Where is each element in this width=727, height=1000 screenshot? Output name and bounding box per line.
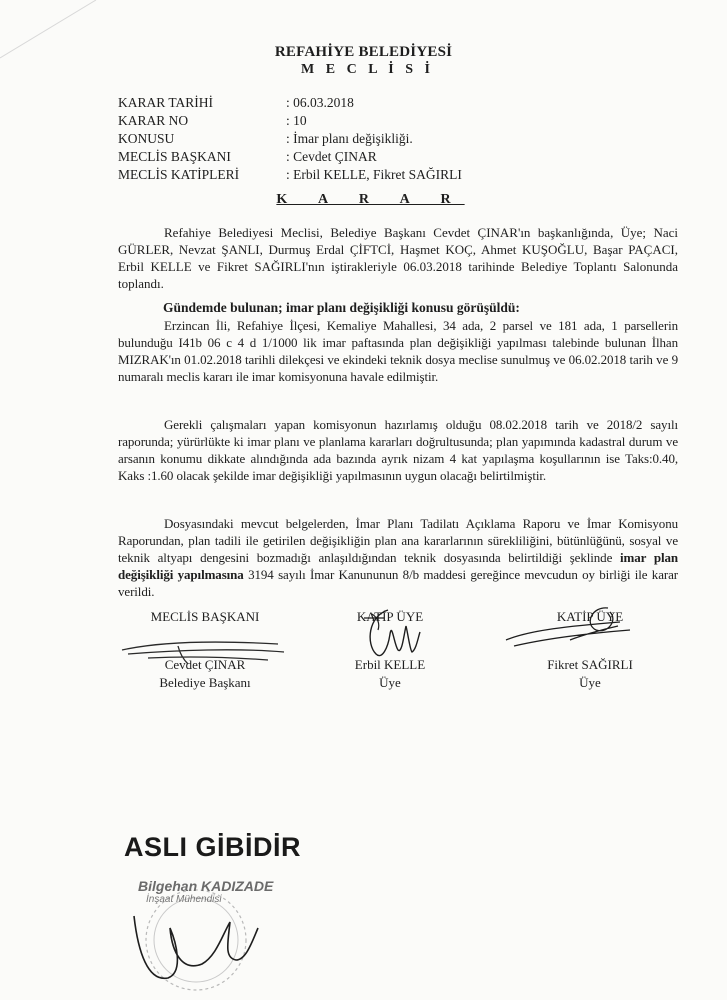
clerk2-handwritten-signature (500, 600, 640, 662)
signature-role: Belediye Başkanı (159, 675, 251, 690)
meta-value: : 06.03.2018 (286, 95, 354, 110)
paragraph-decision (118, 515, 678, 600)
decision-text-bold: imar plan değişikliği yapılmasına (118, 550, 678, 582)
signature-title: KATİP ÜYE (356, 609, 424, 624)
paragraph-commission-report: Gerekli çalışmaları yapan komisyonun hazırlamış olduğu 08.02.2018 tarih ve 2018/2 sayılı raporunda; yürürlükte ki imar planı ve planlama kararları doğrultusunda; plan yapımında kadastral durum ve arsanın konumu dikkate alındığında ada bazında ayrık nizam 4 kat yapılaşma koşullarının ise Taks:0.40, Kaks :1.60 olacak şekilde imar değişikliği yapılmasının uygun olacağı belirtilmiştir. (118, 417, 678, 483)
signature-name: Fikret SAĞIRLI (547, 657, 633, 672)
meta-label: MECLİS BAŞKANI (118, 149, 231, 164)
meta-value: : İmar planı değişikliği. (286, 131, 413, 146)
decision-text-c: 3194 sayılı İmar Kanununun 8/b maddesi gereğince mevcudun oy birliği ile karar verildi. (118, 567, 679, 599)
chairman-handwritten-signature (118, 624, 288, 672)
signature-title: KATİP ÜYE (556, 609, 624, 624)
meta-row-clerks (118, 166, 462, 184)
meta-row-chairman (118, 148, 462, 166)
paragraph-attendance: Refahiye Belediyesi Meclisi, Belediye Başkanı Cevdet ÇINAR'ın başkanlığında, Üye; Naci GÜRLER, Nevzat ŞANLI, Durmuş Erdal ÇİFTCİ, Haşmet KOÇ, Ahmet KUŞOĞLU, Başar PAÇACI, Erbil KELLE ve Fikret SAĞIRLI'nın iştirakleriyle 06.03.2018 tarihinde Belediye Toplantı Salonunda toplandı. (118, 225, 678, 291)
meta-label: KARAR TARİHİ (118, 95, 214, 110)
certified-copy-stamp (112, 832, 312, 992)
signature-name: Cevdet ÇINAR (164, 657, 246, 672)
meta-label: KARAR NO (118, 113, 189, 128)
meta-value: : Erbil KELLE, Fikret SAĞIRLI (286, 167, 462, 182)
meta-label: MECLİS KATİPLERİ (118, 167, 240, 182)
council-subtitle: M E C L İ S İ (301, 62, 434, 77)
agenda-heading: Gündemde bulunan; imar planı değişikliği konusu görüşüldü: (163, 300, 520, 315)
decision-meta (118, 94, 462, 184)
stamp-officer-name: Bilgehan KADIZADE (138, 878, 274, 894)
decision-heading: K A R A R (276, 192, 465, 207)
signature-name: Erbil KELLE (354, 657, 426, 672)
meta-row-number (118, 112, 462, 130)
signature-role: Üye (579, 675, 601, 690)
stamp-officer-role: İnşaat Mühendisi (146, 894, 222, 905)
meta-value: : Cevdet ÇINAR (286, 149, 377, 164)
decision-text-a: Dosyasındaki mevcut belgelerden, İmar Planı Tadilatı Açıklama Raporu ve İmar Komisyonu Raporundan, plan tadili ile getirilen değişikliğin plan ana kararlarının sürekliliğini, bütünlüğünü, sosyal ve teknik altyapı dengesini bozmadığı anlaşıldığından teknik dosyasında belirtildiği şeklinde (118, 516, 678, 565)
signature-role: Üye (379, 675, 401, 690)
municipality-title: REFAHİYE BELEDİYESİ (274, 44, 453, 60)
meta-row-date (118, 94, 462, 112)
clerk1-handwritten-signature (358, 604, 428, 662)
meta-row-subject (118, 130, 462, 148)
paragraph-request: Erzincan İli, Refahiye İlçesi, Kemaliye Mahallesi, 34 ada, 2 parsel ve 181 ada, 1 parsellerin bulunduğu I41b 06 c 4 d 1/1000 lik imar paftasında plan değişikliği yapılması talebinde bulunan İlhan MIZRAK'ın 01.02.2018 tarihli dilekçesi ve ekindeki teknik dosya meclise sunulmuş ve 06.02.2018 tarih ve 9 numaralı meclis kararı ile imar komisyonuna havale edilmiştir. (118, 318, 678, 384)
meta-value: : 10 (286, 113, 307, 128)
meta-label: KONUSU (118, 131, 175, 146)
signature-title: MECLİS BAŞKANI (150, 609, 260, 624)
stamp-text: ASLI GİBİDİR (124, 832, 302, 862)
